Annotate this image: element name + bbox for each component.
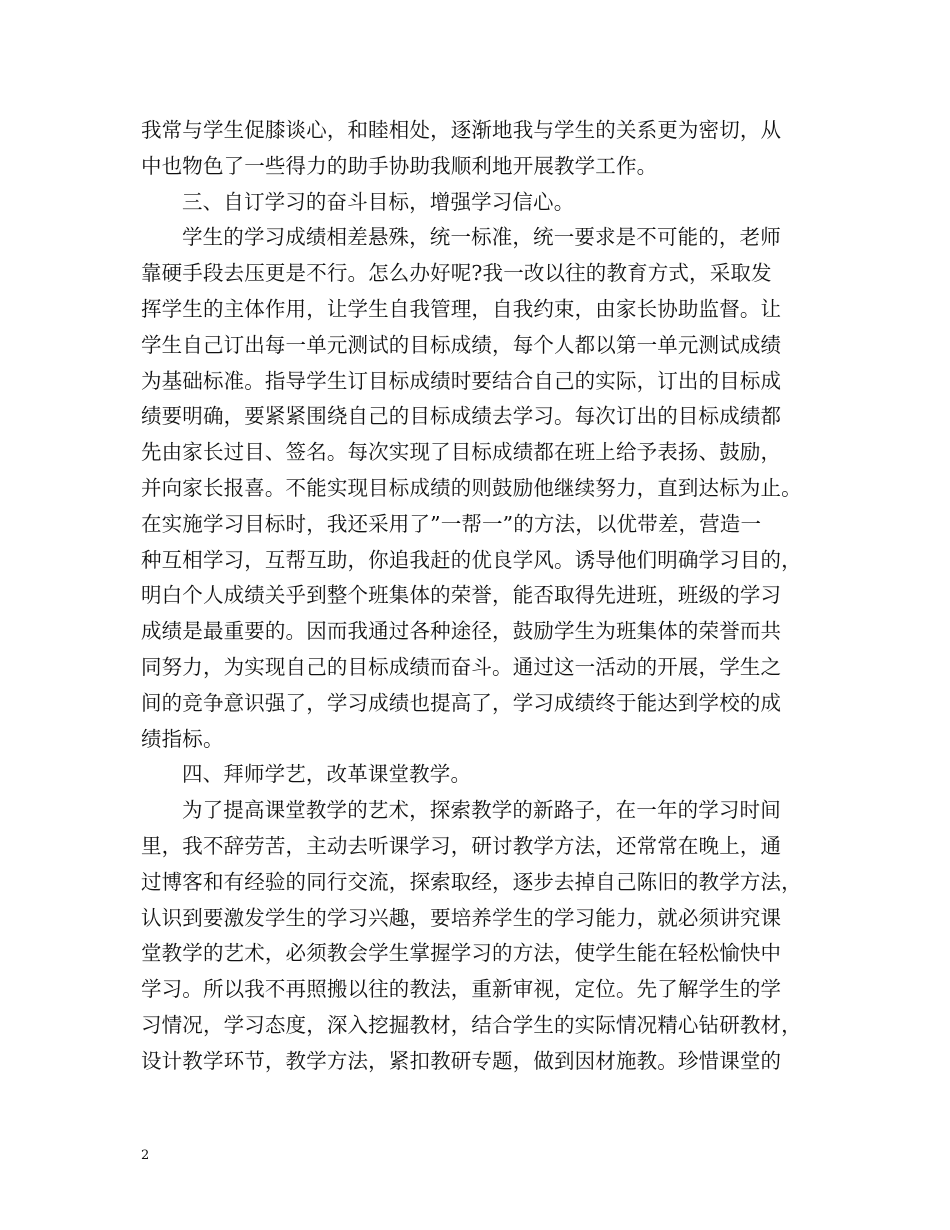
text-line: 学习。所以我不再照搬以往的教法，重新审视，定位。先了解学生的学 — [141, 977, 782, 1002]
text-line: 先由家长过目、签名。每次实现了目标成绩都在班上给予表扬、鼓励， — [141, 440, 782, 465]
text-line: 为基础标准。指导学生订目标成绩时要结合自己的实际，订出的目标成 — [141, 368, 782, 393]
text-line: 认识到要激发学生的学习兴趣，要培养学生的学习能力，就必须讲究课 — [141, 905, 782, 930]
text-line: 四、拜师学艺，改革课堂教学。 — [182, 762, 472, 787]
text-line: 三、自订学习的奋斗目标，增强学习信心。 — [182, 189, 575, 214]
text-line: 种互相学习，互帮互助，你追我赶的优良学风。诱导他们明确学习目的， — [141, 547, 802, 572]
text-line: 我常与学生促膝谈心，和睦相处，逐渐地我与学生的关系更为密切，从 — [141, 118, 782, 142]
text-line: 绩要明确，要紧紧围绕自己的目标成绩去学习。每次订出的目标成绩都 — [141, 404, 782, 429]
body-text — [141, 113, 831, 1080]
text-line: 绩指标。 — [141, 726, 224, 751]
text-line: 中也物色了一些得力的助手协助我顺利地开展教学工作。 — [141, 153, 658, 178]
text-line: 里，我不辞劳苦，主动去听课学习，研讨教学方法，还常常在晚上，通 — [141, 833, 782, 858]
text-line: 过博客和有经验的同行交流，探索取经，逐步去掉自己陈旧的教学方法， — [141, 869, 802, 894]
text-line: 堂教学的艺术，必须教会学生掌握学习的方法，使学生能在轻松愉快中 — [141, 941, 782, 966]
text-line: 学生的学习成绩相差悬殊，统一标准，统一要求是不可能的，老师 — [182, 225, 781, 250]
text-line: 设计教学环节，教学方法，紧扣教研专题，做到因材施教。珍惜课堂的 — [141, 1048, 782, 1073]
text-line: 学生自己订出每一单元测试的目标成绩，每个人都以第一单元测试成绩 — [141, 332, 782, 357]
text-line: 为了提高课堂教学的艺术，探索教学的新路子，在一年的学习时间 — [182, 798, 781, 823]
text-line: 成绩是最重要的。因而我通过各种途径，鼓励学生为班集体的荣誉而共 — [141, 619, 782, 644]
text-line: 同努力，为实现自己的目标成绩而奋斗。通过这一活动的开展，学生之 — [141, 654, 782, 679]
text-line: 间的竞争意识强了，学习成绩也提高了，学习成绩终于能达到学校的成 — [141, 690, 782, 715]
text-line: 靠硬手段去压更是不行。怎么办好呢?我一改以往的教育方式，采取发 — [141, 261, 772, 286]
page-number: 2 — [141, 1148, 150, 1163]
text-line: 并向家长报喜。不能实现目标成绩的则鼓励他继续努力，直到达标为止。 — [141, 475, 802, 500]
text-line: 挥学生的主体作用，让学生自我管理，自我约束，由家长协助监督。让 — [141, 296, 782, 321]
text-line: 习情况，学习态度，深入挖掘教材，结合学生的实际情况精心钻研教材， — [141, 1012, 802, 1037]
text-line: 在实施学习目标时，我还采用了”一帮一”的方法，以优带差，营造一 — [141, 511, 762, 536]
text-line: 明白个人成绩关乎到整个班集体的荣誉，能否取得先进班，班级的学习 — [141, 583, 782, 608]
